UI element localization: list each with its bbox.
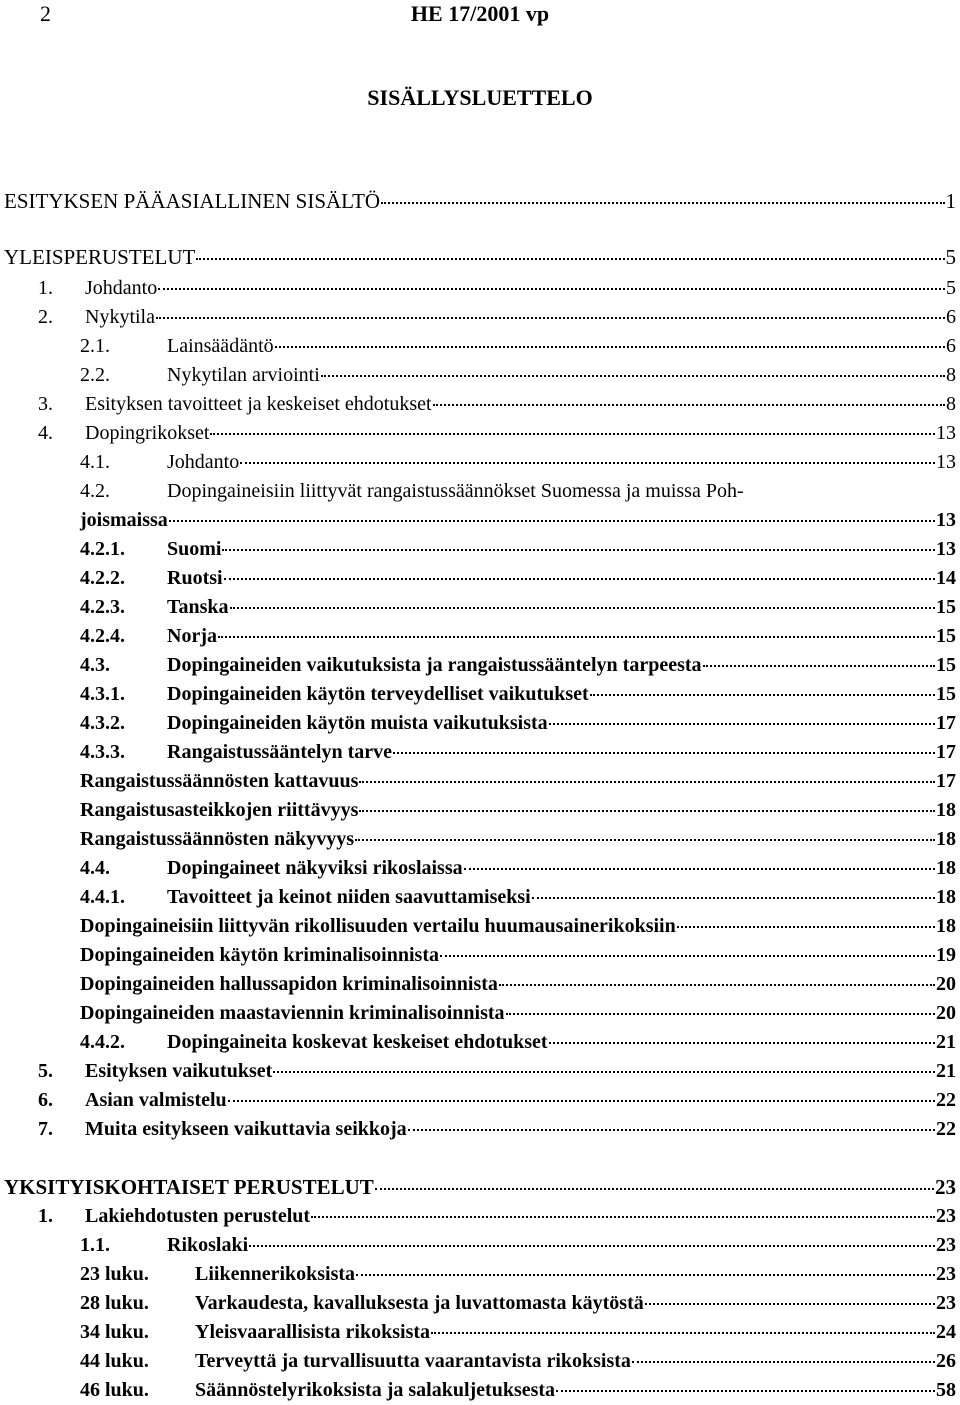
toc-entry[interactable]	[38, 1116, 956, 1142]
toc-entry[interactable]	[80, 826, 956, 852]
toc-entry-title: Johdanto	[167, 451, 240, 473]
toc-entry-title: Esityksen vaikutukset	[85, 1060, 273, 1082]
dot-leader	[321, 375, 945, 377]
dot-leader	[590, 694, 935, 696]
dot-leader	[218, 636, 935, 638]
toc-entry-number: 23 luku.	[80, 1263, 149, 1285]
toc-entry-page: 13	[936, 422, 956, 444]
toc-entry-title: YKSITYISKOHTAISET PERUSTELUT	[4, 1175, 374, 1199]
toc-entry-title: Tavoitteet ja keinot niiden saavuttamiseksi	[167, 886, 531, 908]
toc-entry-page: 14	[936, 567, 956, 589]
toc-entry-number: 3.	[38, 393, 53, 415]
toc-entry[interactable]	[38, 420, 956, 446]
toc-entry-page: 6	[946, 335, 956, 357]
toc-entry-page: 21	[936, 1060, 956, 1082]
toc-entry[interactable]	[80, 449, 956, 475]
dot-leader	[499, 984, 935, 986]
toc-entry[interactable]	[4, 1174, 956, 1200]
page-number: 2	[40, 1, 51, 26]
toc-entry[interactable]	[80, 913, 956, 939]
toc-title: SISÄLLYSLUETTELO	[367, 85, 593, 110]
dot-leader	[210, 433, 935, 435]
toc-entry-title: Dopingaineiden käytön muista vaikutuksista	[167, 712, 548, 734]
toc-entry-title: Dopingaineiden vaikutuksista ja rangaistussääntelyn tarpeesta	[167, 654, 702, 676]
toc-entry-number: 1.1.	[80, 1234, 110, 1256]
dot-leader	[356, 1274, 935, 1276]
toc-entry-title: Liikennerikoksista	[195, 1263, 356, 1285]
toc-entry-page: 13	[936, 538, 956, 560]
toc-entry-number: 4.2.4.	[80, 625, 125, 647]
toc-entry-page: 18	[936, 915, 956, 937]
dot-leader	[249, 1245, 935, 1247]
dot-leader	[556, 1390, 935, 1392]
toc-entry[interactable]	[80, 478, 956, 504]
toc-entry[interactable]	[80, 362, 956, 388]
toc-entry-page: 13	[936, 451, 956, 473]
toc-entry-number: 5.	[38, 1060, 53, 1082]
toc-entry-page: 17	[936, 741, 956, 763]
toc-entry-page: 15	[936, 625, 956, 647]
toc-entry-title: Dopingaineiden käytön terveydelliset vaikutukset	[167, 683, 589, 705]
toc-entry-number: 1.	[38, 277, 53, 299]
dot-leader	[275, 346, 945, 348]
toc-entry-page: 26	[936, 1350, 956, 1372]
toc-entry-page: 18	[936, 799, 956, 821]
toc-entry[interactable]	[80, 565, 956, 591]
toc-entry[interactable]	[80, 1000, 956, 1026]
toc-entry[interactable]	[80, 797, 956, 823]
toc-entry-page: 17	[936, 770, 956, 792]
toc-entry-page: 23	[936, 1263, 956, 1285]
toc-entry-page: 1	[945, 189, 956, 213]
toc-entry-title: Dopingaineisiin liittyvän rikollisuuden vertailu huumausainerikoksiin	[80, 915, 676, 937]
toc-entry-number: 4.3.1.	[80, 683, 125, 705]
toc-entry-page: 21	[936, 1031, 956, 1053]
toc-entry-page: 23	[936, 1205, 956, 1227]
toc-entry-title: Säännöstelyrikoksista ja salakuljetuksesta	[195, 1379, 556, 1401]
toc-entry[interactable]	[4, 188, 956, 214]
toc-entry-title: Asian valmistelu	[85, 1089, 227, 1111]
toc-entry[interactable]	[80, 623, 956, 649]
dot-leader	[230, 607, 935, 609]
toc-entry-title: YLEISPERUSTELUT	[4, 245, 196, 269]
toc-entry-number: 4.4.	[80, 857, 110, 879]
toc-entry-number: 4.	[38, 422, 53, 444]
dot-leader	[375, 1188, 934, 1190]
toc-entry-page: 18	[936, 886, 956, 908]
toc-entry-page: 5	[946, 277, 956, 299]
toc-entry-title: Dopingaineiden maastaviennin kriminalisoinnista	[80, 1002, 505, 1024]
dot-leader	[158, 288, 945, 290]
toc-entry-number: 4.2.2.	[80, 567, 125, 589]
toc-entry-page: 15	[936, 683, 956, 705]
toc-entry-page: 58	[936, 1379, 956, 1401]
toc-entry-title: Esityksen tavoitteet ja keskeiset ehdotukset	[85, 393, 432, 415]
dot-leader	[506, 1013, 935, 1015]
toc-entry[interactable]	[80, 536, 956, 562]
dot-leader	[440, 955, 935, 957]
toc-entry-title: Suomi	[167, 538, 222, 560]
toc-entry-title: Johdanto	[85, 277, 158, 299]
toc-entry-page: 20	[936, 1002, 956, 1024]
toc-entry-number: 4.2.	[80, 480, 110, 502]
dot-leader	[393, 752, 935, 754]
toc-entry-number: 4.2.3.	[80, 596, 125, 618]
toc-entry[interactable]	[80, 1261, 956, 1287]
toc-entry-page: 18	[936, 857, 956, 879]
toc-entry[interactable]	[80, 768, 956, 794]
dot-leader	[359, 781, 935, 783]
dot-leader	[431, 1332, 935, 1334]
dot-leader	[408, 1129, 935, 1131]
toc-entry[interactable]	[80, 333, 956, 359]
toc-entry-page: 13	[936, 509, 956, 531]
toc-entry-title: Norja	[167, 625, 217, 647]
toc-entry-number: 4.3.3.	[80, 741, 125, 763]
toc-entry-title: Rikoslaki	[167, 1234, 249, 1256]
toc-entry[interactable]	[4, 244, 956, 270]
dot-leader	[532, 897, 935, 899]
toc-entry-continuation[interactable]	[80, 507, 956, 533]
toc-entry-title: Tanska	[167, 596, 229, 618]
dot-leader	[222, 549, 935, 551]
dot-leader	[632, 1361, 935, 1363]
dot-leader	[549, 1042, 935, 1044]
toc-entry-number: 4.1.	[80, 451, 110, 473]
document-id: HE 17/2001 vp	[410, 1, 550, 26]
toc-entry-page: 17	[936, 712, 956, 734]
toc-entry[interactable]	[38, 1058, 956, 1084]
toc-entry-title: Varkaudesta, kavalluksesta ja luvattomasta käytöstä	[195, 1292, 644, 1314]
toc-entry[interactable]	[80, 1377, 956, 1403]
toc-entry-title: Rangaistussäännösten kattavuus	[80, 770, 359, 792]
toc-entry-number: 4.4.2.	[80, 1031, 125, 1053]
toc-entry-number: 34 luku.	[80, 1321, 149, 1343]
toc-entry-page: 15	[936, 596, 956, 618]
toc-entry-page: 8	[946, 393, 956, 415]
dot-leader	[228, 1100, 935, 1102]
toc-entry-title: Dopingaineiden käytön kriminalisoinnista	[80, 944, 439, 966]
toc-entry[interactable]	[80, 884, 956, 910]
toc-entry-title: Terveyttä ja turvallisuutta vaarantavista rikoksista	[195, 1350, 631, 1372]
toc-entry-page: 24	[936, 1321, 956, 1343]
toc-entry-number: 28 luku.	[80, 1292, 149, 1314]
toc-entry-number: 4.3.2.	[80, 712, 125, 734]
toc-entry-page: 18	[936, 828, 956, 850]
dot-leader	[645, 1303, 935, 1305]
dot-leader	[549, 723, 935, 725]
toc-entry[interactable]	[80, 739, 956, 765]
toc-entry-number: 6.	[38, 1089, 53, 1111]
toc-entry-page: 5	[945, 245, 956, 269]
toc-entry-number: 4.2.1.	[80, 538, 125, 560]
toc-entry-page: 19	[936, 944, 956, 966]
toc-entry[interactable]	[38, 275, 956, 301]
toc-entry-title: Dopingaineet näkyviksi rikoslaissa	[167, 857, 463, 879]
toc-entry-page: 20	[936, 973, 956, 995]
toc-entry-title: Dopingaineiden hallussapidon kriminalisoinnista	[80, 973, 498, 995]
toc-entry-number: 7.	[38, 1118, 53, 1140]
toc-entry-title: ESITYKSEN PÄÄASIALLINEN SISÄLTÖ	[4, 189, 381, 213]
toc-entry[interactable]	[80, 1232, 956, 1258]
toc-entry-page: 6	[946, 306, 956, 328]
toc-entry-page: 23	[936, 1292, 956, 1314]
toc-entry-title: Dopingaineita koskevat keskeiset ehdotukset	[167, 1031, 548, 1053]
toc-entry-title-continuation: joismaissa	[80, 509, 168, 531]
toc-entry-title: Ruotsi	[167, 567, 223, 589]
toc-entry[interactable]	[80, 1348, 956, 1374]
toc-entry[interactable]	[38, 391, 956, 417]
toc-entry-number: 1.	[38, 1205, 53, 1227]
dot-leader	[433, 404, 945, 406]
toc-entry-title: Rangaistusasteikkojen riittävyys	[80, 799, 359, 821]
toc-entry-page: 23	[936, 1234, 956, 1256]
dot-leader	[311, 1216, 935, 1218]
dot-leader	[381, 202, 944, 204]
toc-entry-number: 46 luku.	[80, 1379, 149, 1401]
toc-entry-page: 8	[946, 364, 956, 386]
toc-entry-page: 23	[935, 1175, 956, 1199]
toc-entry-number: 2.	[38, 306, 53, 328]
toc-entry[interactable]	[80, 971, 956, 997]
toc-entry[interactable]	[80, 710, 956, 736]
toc-entry-title: Lainsäädäntö	[167, 335, 274, 357]
toc-entry-number: 4.3.	[80, 654, 110, 676]
toc-entry-number: 2.2.	[80, 364, 110, 386]
toc-entry-number: 2.1.	[80, 335, 110, 357]
dot-leader	[240, 462, 935, 464]
dot-leader	[355, 839, 935, 841]
toc-entry-title: Nykytilan arviointi	[167, 364, 320, 386]
toc-entry[interactable]	[80, 942, 956, 968]
toc-entry[interactable]	[38, 1087, 956, 1113]
toc-entry-number: 44 luku.	[80, 1350, 149, 1372]
toc-entry[interactable]	[38, 1203, 956, 1229]
dot-leader	[169, 520, 935, 522]
toc-entry-title: Yleisvaarallisista rikoksista	[195, 1321, 431, 1343]
toc-entry-number: 4.4.1.	[80, 886, 125, 908]
toc-entry-title: Rangaistussäännösten näkyvyys	[80, 828, 354, 850]
toc-entry[interactable]	[80, 855, 956, 881]
toc-entry-title: Dopingaineisiin liittyvät rangaistussäännökset Suomessa ja muissa Poh-	[167, 480, 744, 502]
toc-entry-page: 22	[936, 1089, 956, 1111]
toc-entry[interactable]	[80, 1029, 956, 1055]
toc-entry[interactable]	[80, 594, 956, 620]
dot-leader	[273, 1071, 935, 1073]
dot-leader	[703, 665, 935, 667]
toc-entry[interactable]	[80, 681, 956, 707]
dot-leader	[196, 258, 944, 260]
dot-leader	[464, 868, 935, 870]
toc-entry-page: 15	[936, 654, 956, 676]
dot-leader	[224, 578, 935, 580]
dot-leader	[156, 317, 945, 319]
toc-entry-title: Rangaistussääntelyn tarve	[167, 741, 393, 763]
toc-entry-title: Lakiehdotusten perustelut	[85, 1205, 311, 1227]
toc-entry-title: Muita esitykseen vaikuttavia seikkoja	[85, 1118, 407, 1140]
toc-entry-title: Dopingrikokset	[85, 422, 210, 444]
toc-entry[interactable]	[80, 652, 956, 678]
toc-entry[interactable]	[80, 1290, 956, 1316]
dot-leader	[677, 926, 935, 928]
toc-entry[interactable]	[80, 1319, 956, 1345]
toc-entry[interactable]	[38, 304, 956, 330]
toc-entry-title: Nykytila	[85, 306, 155, 328]
dot-leader	[359, 810, 935, 812]
toc-entry-page: 22	[936, 1118, 956, 1140]
